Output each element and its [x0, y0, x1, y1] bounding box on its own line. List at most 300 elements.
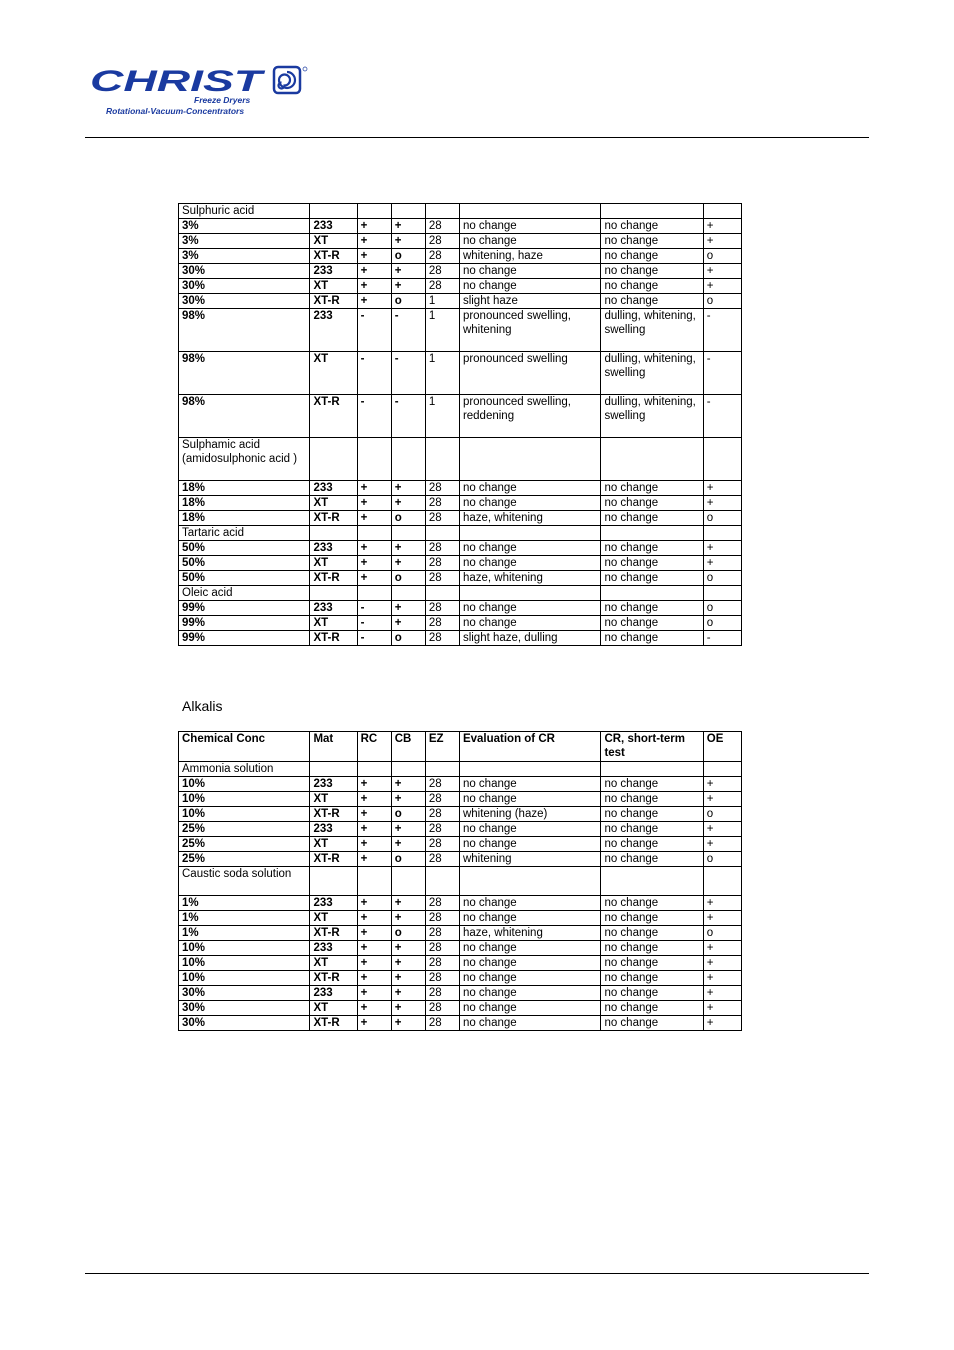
cell-concentration: 25%	[179, 822, 310, 837]
cell-evaluation-cr: no change	[459, 279, 601, 294]
cell-cr-short-term: no change	[601, 249, 703, 264]
cell-ez: 28	[425, 777, 459, 792]
table-row	[179, 601, 742, 616]
group-row	[179, 526, 742, 541]
empty-cell	[357, 204, 391, 219]
cell-cr-short-term: no change	[601, 807, 703, 822]
cell-material: XT-R	[310, 852, 357, 867]
empty-cell	[357, 526, 391, 541]
alkalis-resistance-table	[178, 731, 742, 1031]
cell-cr-short-term: no change	[601, 601, 703, 616]
empty-cell	[310, 438, 357, 481]
empty-cell	[425, 586, 459, 601]
cell-rc: +	[357, 956, 391, 971]
cell-ez: 28	[425, 971, 459, 986]
cell-ez: 28	[425, 249, 459, 264]
header-cell-cb: CB	[391, 732, 425, 762]
cell-rc: +	[357, 294, 391, 309]
cell-cb: o	[391, 852, 425, 867]
cell-rc: -	[357, 616, 391, 631]
cell-ez: 28	[425, 219, 459, 234]
cell-evaluation-cr: no change	[459, 986, 601, 1001]
cell-oe: +	[703, 1016, 741, 1031]
cell-evaluation-cr: no change	[459, 822, 601, 837]
cell-material: XT-R	[310, 249, 357, 264]
cell-cb: +	[391, 601, 425, 616]
cell-cb: +	[391, 279, 425, 294]
cell-rc: +	[357, 496, 391, 511]
empty-cell	[703, 762, 741, 777]
cell-ez: 28	[425, 511, 459, 526]
empty-cell	[459, 762, 601, 777]
cell-rc: +	[357, 911, 391, 926]
cell-cb: +	[391, 792, 425, 807]
cell-cb: o	[391, 511, 425, 526]
cell-cb: o	[391, 571, 425, 586]
cell-rc: +	[357, 481, 391, 496]
cell-cb: o	[391, 294, 425, 309]
table-row	[179, 279, 742, 294]
empty-cell	[310, 526, 357, 541]
table-header-row	[179, 732, 742, 762]
cell-oe: +	[703, 496, 741, 511]
cell-evaluation-cr: no change	[459, 556, 601, 571]
empty-cell	[459, 438, 601, 481]
group-label: Ammonia solution	[179, 762, 310, 777]
cell-cb: +	[391, 941, 425, 956]
table-row	[179, 541, 742, 556]
cell-cb: +	[391, 822, 425, 837]
empty-cell	[425, 438, 459, 481]
cell-rc: +	[357, 219, 391, 234]
cell-cr-short-term: dulling, whitening, swelling	[601, 395, 703, 438]
cell-material: 233	[310, 601, 357, 616]
cell-material: XT	[310, 279, 357, 294]
cell-material: XT	[310, 556, 357, 571]
cell-cb: o	[391, 249, 425, 264]
cell-ez: 28	[425, 956, 459, 971]
cell-cr-short-term: no change	[601, 616, 703, 631]
cell-ez: 28	[425, 896, 459, 911]
cell-evaluation-cr: whitening	[459, 852, 601, 867]
cell-cb: +	[391, 219, 425, 234]
cell-cb: +	[391, 234, 425, 249]
header-cell-evaluation-cr: Evaluation of CR	[459, 732, 601, 762]
cell-concentration: 30%	[179, 1001, 310, 1016]
cell-ez: 28	[425, 986, 459, 1001]
cell-cr-short-term: no change	[601, 1016, 703, 1031]
cell-concentration: 30%	[179, 986, 310, 1001]
cell-cb: -	[391, 352, 425, 395]
cell-cr-short-term: no change	[601, 511, 703, 526]
cell-concentration: 99%	[179, 616, 310, 631]
cell-rc: +	[357, 777, 391, 792]
table-row	[179, 1001, 742, 1016]
cell-material: 233	[310, 896, 357, 911]
cell-concentration: 10%	[179, 941, 310, 956]
empty-cell	[357, 586, 391, 601]
cell-rc: +	[357, 926, 391, 941]
cell-cr-short-term: no change	[601, 792, 703, 807]
empty-cell	[310, 762, 357, 777]
cell-cr-short-term: no change	[601, 294, 703, 309]
cell-concentration: 10%	[179, 956, 310, 971]
empty-cell	[703, 867, 741, 896]
christ-logo	[90, 64, 320, 124]
cell-cb: +	[391, 1001, 425, 1016]
cell-material: XT	[310, 1001, 357, 1016]
cell-oe: +	[703, 481, 741, 496]
empty-cell	[459, 867, 601, 896]
group-label: Oleic acid	[179, 586, 310, 601]
cell-cr-short-term: no change	[601, 264, 703, 279]
cell-cr-short-term: no change	[601, 971, 703, 986]
cell-oe: +	[703, 234, 741, 249]
cell-material: 233	[310, 481, 357, 496]
cell-oe: o	[703, 807, 741, 822]
group-row	[179, 438, 742, 481]
footer-divider	[85, 1273, 869, 1274]
cell-ez: 28	[425, 234, 459, 249]
cell-ez: 28	[425, 264, 459, 279]
logo-tagline-freeze-dryers: Freeze Dryers	[194, 95, 251, 105]
empty-cell	[357, 867, 391, 896]
empty-cell	[601, 438, 703, 481]
cell-oe: o	[703, 852, 741, 867]
table-row	[179, 971, 742, 986]
cell-oe: +	[703, 1001, 741, 1016]
table-row	[179, 986, 742, 1001]
cell-oe: o	[703, 249, 741, 264]
cell-material: XT-R	[310, 571, 357, 586]
cell-cb: +	[391, 1016, 425, 1031]
cell-material: XT-R	[310, 807, 357, 822]
cell-evaluation-cr: no change	[459, 777, 601, 792]
cell-evaluation-cr: no change	[459, 541, 601, 556]
group-label: Caustic soda solution	[179, 867, 310, 896]
cell-material: 233	[310, 822, 357, 837]
cell-oe: o	[703, 616, 741, 631]
cell-evaluation-cr: haze, whitening	[459, 926, 601, 941]
table-row	[179, 631, 742, 646]
cell-concentration: 30%	[179, 264, 310, 279]
cell-concentration: 99%	[179, 631, 310, 646]
table-row	[179, 264, 742, 279]
cell-concentration: 10%	[179, 792, 310, 807]
empty-cell	[425, 762, 459, 777]
cell-evaluation-cr: no change	[459, 1001, 601, 1016]
empty-cell	[459, 586, 601, 601]
table-row	[179, 822, 742, 837]
cell-concentration: 30%	[179, 279, 310, 294]
table-row	[179, 249, 742, 264]
cell-material: XT-R	[310, 631, 357, 646]
cell-concentration: 30%	[179, 1016, 310, 1031]
empty-cell	[391, 526, 425, 541]
group-label: Sulphamic acid (amidosulphonic acid )	[179, 438, 310, 481]
cell-ez: 28	[425, 926, 459, 941]
cell-ez: 28	[425, 616, 459, 631]
cell-oe: +	[703, 822, 741, 837]
cell-concentration: 99%	[179, 601, 310, 616]
cell-concentration: 98%	[179, 352, 310, 395]
group-label: Tartaric acid	[179, 526, 310, 541]
logo-wordmark: CHRIST	[90, 65, 267, 98]
cell-material: 233	[310, 541, 357, 556]
empty-cell	[391, 438, 425, 481]
cell-cr-short-term: dulling, whitening, swelling	[601, 309, 703, 352]
cell-cb: +	[391, 956, 425, 971]
table-row	[179, 481, 742, 496]
cell-ez: 28	[425, 807, 459, 822]
cell-material: XT	[310, 234, 357, 249]
cell-oe: -	[703, 309, 741, 352]
cell-ez: 1	[425, 294, 459, 309]
cell-material: XT-R	[310, 926, 357, 941]
cell-evaluation-cr: no change	[459, 971, 601, 986]
cell-oe: +	[703, 219, 741, 234]
cell-cb: o	[391, 926, 425, 941]
cell-material: 233	[310, 309, 357, 352]
cell-cr-short-term: no change	[601, 777, 703, 792]
cell-evaluation-cr: no change	[459, 264, 601, 279]
table-row	[179, 395, 742, 438]
cell-ez: 28	[425, 911, 459, 926]
cell-cr-short-term: no change	[601, 481, 703, 496]
cell-cr-short-term: no change	[601, 556, 703, 571]
empty-cell	[425, 204, 459, 219]
table-row	[179, 911, 742, 926]
cell-oe: +	[703, 956, 741, 971]
cell-material: XT-R	[310, 971, 357, 986]
cell-cb: +	[391, 616, 425, 631]
table-row	[179, 556, 742, 571]
cell-cb: +	[391, 481, 425, 496]
cell-oe: -	[703, 352, 741, 395]
cell-evaluation-cr: no change	[459, 941, 601, 956]
group-row	[179, 586, 742, 601]
cell-concentration: 50%	[179, 571, 310, 586]
cell-cb: +	[391, 496, 425, 511]
table-row	[179, 352, 742, 395]
table-row	[179, 571, 742, 586]
cell-concentration: 25%	[179, 837, 310, 852]
table-row	[179, 956, 742, 971]
cell-concentration: 10%	[179, 807, 310, 822]
empty-cell	[459, 526, 601, 541]
cell-evaluation-cr: whitening, haze	[459, 249, 601, 264]
cell-cr-short-term: no change	[601, 941, 703, 956]
cell-rc: +	[357, 249, 391, 264]
cell-evaluation-cr: no change	[459, 1016, 601, 1031]
cell-concentration: 1%	[179, 896, 310, 911]
empty-cell	[703, 526, 741, 541]
cell-evaluation-cr: no change	[459, 792, 601, 807]
empty-cell	[310, 586, 357, 601]
cell-material: XT	[310, 616, 357, 631]
table-row	[179, 309, 742, 352]
cell-evaluation-cr: no change	[459, 956, 601, 971]
cell-material: XT-R	[310, 511, 357, 526]
cell-oe: +	[703, 777, 741, 792]
cell-rc: +	[357, 556, 391, 571]
cell-concentration: 1%	[179, 926, 310, 941]
header-cell-concentration: Chemical Conc	[179, 732, 310, 762]
table-row	[179, 616, 742, 631]
section-title-alkalis: Alkalis	[182, 698, 223, 714]
cell-oe: o	[703, 511, 741, 526]
cell-cr-short-term: no change	[601, 631, 703, 646]
cell-concentration: 25%	[179, 852, 310, 867]
cell-cr-short-term: no change	[601, 219, 703, 234]
cell-rc: +	[357, 896, 391, 911]
cell-rc: +	[357, 234, 391, 249]
cell-rc: +	[357, 1001, 391, 1016]
cell-concentration: 3%	[179, 234, 310, 249]
cell-ez: 28	[425, 941, 459, 956]
cell-rc: +	[357, 792, 391, 807]
empty-cell	[391, 586, 425, 601]
cell-concentration: 18%	[179, 481, 310, 496]
table-row	[179, 792, 742, 807]
cell-evaluation-cr: no change	[459, 616, 601, 631]
cell-cr-short-term: dulling, whitening, swelling	[601, 352, 703, 395]
cell-cr-short-term: no change	[601, 822, 703, 837]
cell-oe: +	[703, 986, 741, 1001]
empty-cell	[601, 204, 703, 219]
cell-rc: +	[357, 279, 391, 294]
cell-evaluation-cr: haze, whitening	[459, 571, 601, 586]
cell-ez: 1	[425, 309, 459, 352]
cell-cb: -	[391, 395, 425, 438]
header-cell-rc: RC	[357, 732, 391, 762]
empty-cell	[425, 867, 459, 896]
cell-cr-short-term: no change	[601, 837, 703, 852]
cell-evaluation-cr: no change	[459, 496, 601, 511]
cell-cr-short-term: no change	[601, 852, 703, 867]
header-divider	[85, 137, 869, 138]
cell-oe: o	[703, 294, 741, 309]
acids-resistance-table	[178, 203, 742, 646]
empty-cell	[391, 762, 425, 777]
cell-evaluation-cr: pronounced swelling, whitening	[459, 309, 601, 352]
cell-ez: 28	[425, 481, 459, 496]
cell-ez: 28	[425, 1016, 459, 1031]
table-row	[179, 926, 742, 941]
cell-cb: +	[391, 896, 425, 911]
group-row	[179, 762, 742, 777]
cell-material: 233	[310, 264, 357, 279]
cell-oe: +	[703, 911, 741, 926]
table-row	[179, 837, 742, 852]
cell-oe: +	[703, 556, 741, 571]
cell-material: XT	[310, 792, 357, 807]
cell-oe: +	[703, 264, 741, 279]
cell-cb: +	[391, 971, 425, 986]
cell-cr-short-term: no change	[601, 234, 703, 249]
cell-oe: +	[703, 792, 741, 807]
cell-material: 233	[310, 941, 357, 956]
cell-concentration: 3%	[179, 249, 310, 264]
cell-oe: -	[703, 631, 741, 646]
cell-concentration: 3%	[179, 219, 310, 234]
cell-concentration: 98%	[179, 309, 310, 352]
empty-cell	[601, 867, 703, 896]
cell-oe: +	[703, 541, 741, 556]
cell-cr-short-term: no change	[601, 541, 703, 556]
cell-cr-short-term: no change	[601, 1001, 703, 1016]
cell-concentration: 10%	[179, 971, 310, 986]
cell-ez: 28	[425, 556, 459, 571]
cell-evaluation-cr: slight haze	[459, 294, 601, 309]
empty-cell	[703, 438, 741, 481]
cell-cb: +	[391, 911, 425, 926]
empty-cell	[703, 586, 741, 601]
cell-cr-short-term: no change	[601, 496, 703, 511]
cell-ez: 28	[425, 279, 459, 294]
header-cell-material: Mat	[310, 732, 357, 762]
header-cell-cr-short-term: CR, short-term test	[601, 732, 703, 762]
cell-oe: -	[703, 395, 741, 438]
cell-ez: 28	[425, 792, 459, 807]
cell-material: XT	[310, 837, 357, 852]
cell-ez: 28	[425, 541, 459, 556]
empty-cell	[391, 204, 425, 219]
cell-cr-short-term: no change	[601, 956, 703, 971]
cell-oe: o	[703, 571, 741, 586]
cell-material: XT	[310, 956, 357, 971]
table-row	[179, 511, 742, 526]
cell-ez: 1	[425, 395, 459, 438]
cell-rc: +	[357, 941, 391, 956]
cell-cb: o	[391, 631, 425, 646]
cell-rc: -	[357, 309, 391, 352]
table-row	[179, 777, 742, 792]
cell-concentration: 18%	[179, 496, 310, 511]
group-row	[179, 867, 742, 896]
cell-evaluation-cr: no change	[459, 896, 601, 911]
table-row	[179, 1016, 742, 1031]
cell-rc: -	[357, 601, 391, 616]
cell-rc: -	[357, 395, 391, 438]
cell-oe: o	[703, 926, 741, 941]
cell-evaluation-cr: no change	[459, 234, 601, 249]
cell-oe: +	[703, 941, 741, 956]
cell-cb: +	[391, 556, 425, 571]
table-row	[179, 941, 742, 956]
cell-ez: 28	[425, 837, 459, 852]
cell-material: 233	[310, 777, 357, 792]
cell-rc: +	[357, 541, 391, 556]
header-cell-oe: OE	[703, 732, 741, 762]
cell-ez: 28	[425, 631, 459, 646]
empty-cell	[703, 204, 741, 219]
cell-ez: 28	[425, 852, 459, 867]
cell-cb: +	[391, 541, 425, 556]
cell-evaluation-cr: no change	[459, 219, 601, 234]
cell-cb: +	[391, 837, 425, 852]
cell-evaluation-cr: slight haze, dulling	[459, 631, 601, 646]
empty-cell	[357, 762, 391, 777]
cell-cb: o	[391, 807, 425, 822]
cell-cr-short-term: no change	[601, 896, 703, 911]
table-row	[179, 807, 742, 822]
cell-evaluation-cr: no change	[459, 837, 601, 852]
empty-cell	[391, 867, 425, 896]
cell-rc: +	[357, 852, 391, 867]
table-row	[179, 896, 742, 911]
cell-ez: 28	[425, 571, 459, 586]
